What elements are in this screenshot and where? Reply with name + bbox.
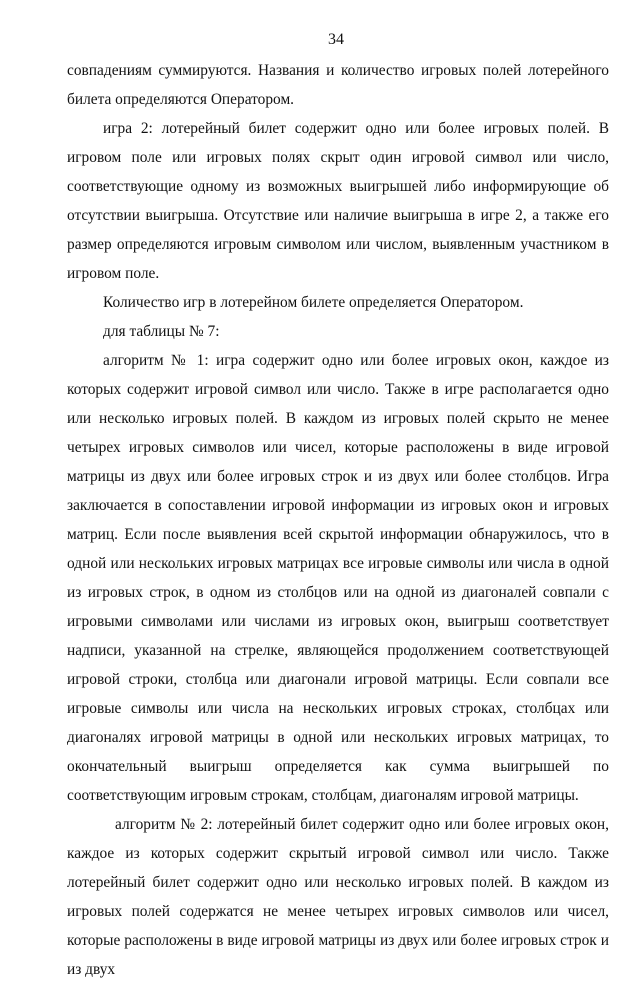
paragraph-game-2: игра 2: лотерейный билет содержит одно или более игровых полей. В игровом поле или игровых полях скрыт один игровой символ или число, соответствующие одному из возможных выигрышей либо информирующие об отсутствии выигрыша. Отсутствие или наличие выигрыша в игре 2, а также его размер определяются игровым символом или числом, выявленным участником в игровом поле. xyxy=(67,120,609,282)
document-body xyxy=(67,56,609,984)
paragraph-continuation: совпадениям суммируются. Названия и количество игровых полей лотерейного билета определяются Оператором. xyxy=(67,62,609,108)
paragraph-algorithm-2: алгоритм № 2: лотерейный билет содержит одно или более игровых окон, каждое из которых содержит скрытый игровой символ или число. Также лотерейный билет содержит одно или несколько игровых полей. В каждом из игровых полей содержатся не менее четырех игровых символов или чисел, которые расположены в виде игровой матрицы из двух или более игровых строк и из двух xyxy=(67,816,609,978)
paragraph-table-7-heading: для таблицы № 7: xyxy=(103,323,220,340)
paragraph-algorithm-1: алгоритм № 1: игра содержит одно или более игровых окон, каждое из которых содержит игровой символ или число. Также в игре располагается одно или несколько игровых полей. В каждом из игровых полей скрыто не менее четырех игровых символов или чисел, которые расположены в виде игровой матрицы из двух или более игровых строк и из двух или более столбцов. Игра заключается в сопоставлении игровой информации из игровых окон и игровых матриц. Если после выявления всей скрытой информации обнаружилось, что в одной или нескольких игровых матрицах все игровые символы или числа в одной из игровых строк, в одном из столбцов или на одной из диагоналей совпали с игровыми символами или числами из игровых окон, выигрыш соответствует надписи, указанной на стрелке, являющейся продолжением соответствующей игровой строки, столбца или диагонали игровой матрицы. Если совпали все игровые символы или числа на нескольких игровых строках, столбцах или диагоналях игровой матрицы в одной или нескольких игровых матрицах, то окончательный выигрыш определяется как сумма выигрышей по соответствующим игровым строкам, столбцам, диагоналям игровой матрицы. xyxy=(67,352,609,804)
paragraph-game-count: Количество игр в лотерейном билете определяется Оператором. xyxy=(103,294,524,311)
page-number: 34 xyxy=(328,31,344,48)
